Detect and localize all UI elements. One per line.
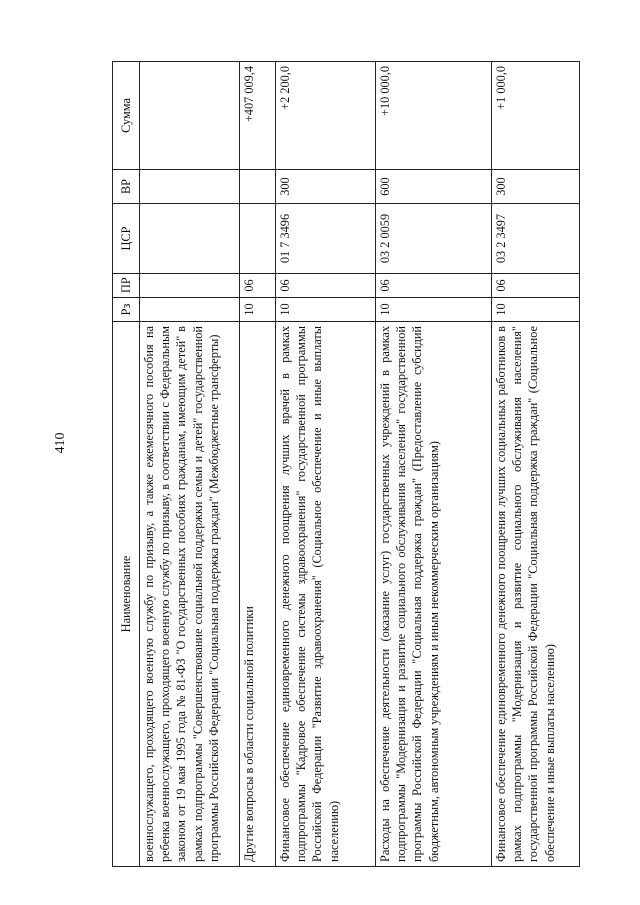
- header-pr: ПР: [113, 274, 140, 298]
- row-csr: [240, 204, 276, 274]
- row-vr: [140, 170, 240, 204]
- budget-table: [112, 61, 580, 867]
- table-row: [376, 62, 492, 867]
- header-rz: Рз: [113, 298, 140, 322]
- row-rz: 10: [492, 298, 580, 322]
- row-vr: 300: [492, 170, 580, 204]
- row-pr: 06: [240, 274, 276, 298]
- row-pr: [140, 274, 240, 298]
- row-vr: 600: [376, 170, 492, 204]
- header-sum: Сумма: [113, 62, 140, 170]
- row-vr: 300: [276, 170, 376, 204]
- row-sum: +407 009,4: [240, 62, 276, 170]
- row-csr: 03 2 0059: [376, 204, 492, 274]
- row-rz: 10: [376, 298, 492, 322]
- row-sum: +10 000,0: [376, 62, 492, 170]
- row-pr: 06: [492, 274, 580, 298]
- row-sum: +2 200,0: [276, 62, 376, 170]
- row-pr: 06: [376, 274, 492, 298]
- table-row: [492, 62, 580, 867]
- header-name: Наименование: [113, 322, 140, 867]
- page-number: 410: [53, 432, 68, 454]
- header-vr: ВР: [113, 170, 140, 204]
- row-vr: [240, 170, 276, 204]
- row-rz: [140, 298, 240, 322]
- row-csr: 03 2 3497: [492, 204, 580, 274]
- row-rz: 10: [276, 298, 376, 322]
- row-name: Финансовое обеспечение единовременного денежного поощрения лучших врачей в рамках подпрограммы "Кадровое обеспечение системы здравоохранения" государственной программы Российской Федерации "Развитие здравоохранения" (Социальное обеспечение и иные выплаты населению): [276, 322, 376, 867]
- row-name: военнослужащего, проходящего военную службу по призыву, а также ежемесячного пособия на ребенка военнослужащего, проходящего военную службу по призыву, в соответствии с Федеральным законом от 19 мая 1995 года № 81-ФЗ "О государственных пособиях гражданам, имеющим детей" в рамках подпрограммы "Совершенствование социальной поддержки семьи и детей" государственной программы Российской Федерации "Социальная поддержка граждан" (Межбюджетные трансферты): [140, 322, 240, 867]
- row-name: Другие вопросы в области социальной политики: [240, 322, 276, 867]
- row-csr: [140, 204, 240, 274]
- row-name: Финансовое обеспечение единовременного денежного поощрения лучших социальных работников в рамках подпрограммы "Модернизация и развитие социального обслуживания населения" государственной программы Российской Федерации "Социальная поддержка граждан" (Социальное обеспечение и иные выплаты населению): [492, 322, 580, 867]
- table-row: [276, 62, 376, 867]
- table-header-row: [113, 62, 140, 867]
- row-sum: [140, 62, 240, 170]
- budget-table-container: [112, 62, 580, 867]
- row-rz: 10: [240, 298, 276, 322]
- row-pr: 06: [276, 274, 376, 298]
- header-csr: ЦСР: [113, 204, 140, 274]
- row-sum: +1 000,0: [492, 62, 580, 170]
- table-row: [240, 62, 276, 867]
- row-csr: 01 7 3496: [276, 204, 376, 274]
- row-name: Расходы на обеспечение деятельности (оказание услуг) государственных учреждений в рамках подпрограммы "Модернизация и развитие социального обслуживания населения" государственной программы Российской Федерации "Социальная поддержка граждан" (Предоставление субсидий бюджетным, автономным учреждениям и иным некоммерческим организациям): [376, 322, 492, 867]
- table-row: [140, 62, 240, 867]
